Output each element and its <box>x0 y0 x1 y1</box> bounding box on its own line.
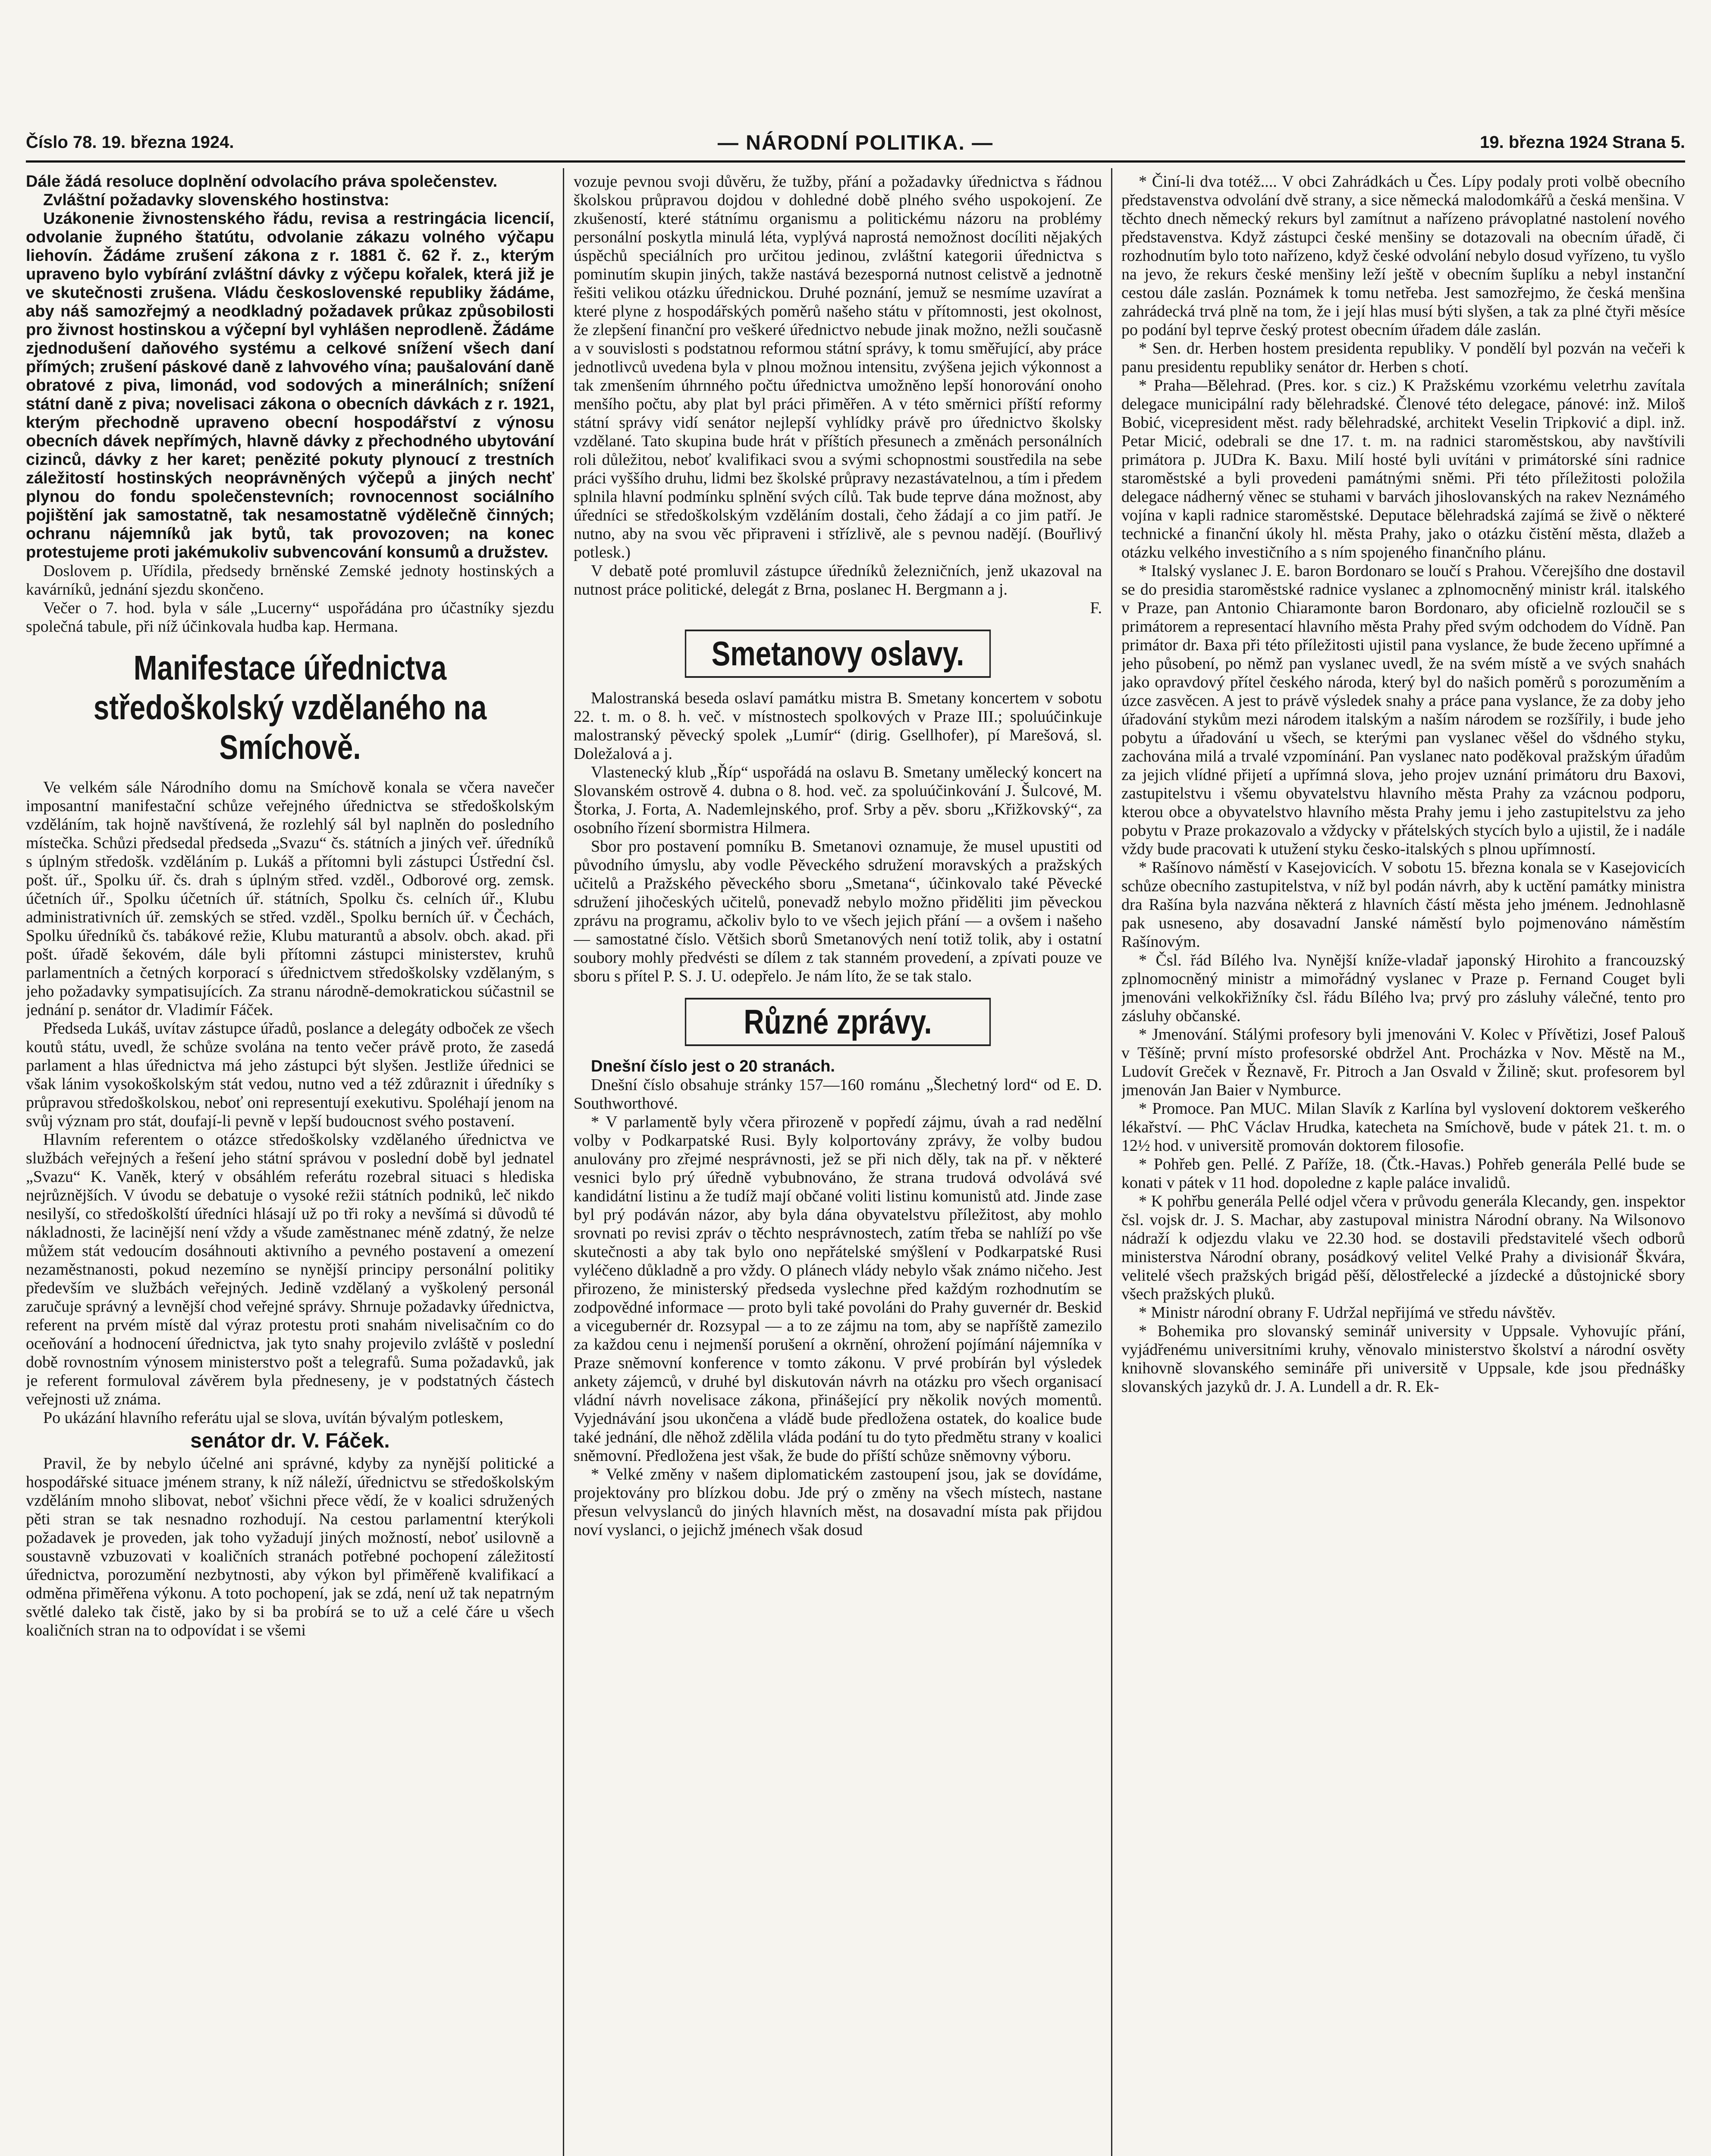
column-divider <box>563 168 564 2156</box>
paragraph: Vlastenecký klub „Říp“ uspořádá na oslavu B. Smetany umělecký koncert na Slovanském ostrově 4. dubna o 8. hod. več. za spoluúčinkování J. Šulcové, M. Štorka, J. Forta, A. Nademlejnského, prof. Srby a pěv. sboru „Křižkovský“, za osobního řízení sbormistra Hilmera. <box>574 763 1102 837</box>
news-item: * K pohřbu generála Pellé odjel včera v průvodu generála Klecandy, gen. inspektor čsl. vojsk dr. J. S. Machar, aby zastupoval ministra Národní obrany. Na Wilsonovo nádraží k odjezdu vlaku ve 22.30 hod. se dostavili představitelé všech odborů ministerstva Národní obrany, posádkový velitel Velké Prahy a divisionář Škvára, velitelé všech pražských brigád pěší, dělostřelecké a jízdecké a důstojnické sbory všech pražských pluků. <box>1121 1192 1685 1303</box>
news-item: * Velké změny v našem diplomatickém zastoupení jsou, jak se dovídáme, projektovány pro blízkou dobu. Jde prý o změny na všech místech, nastane přesun velvyslanců do jiných hlavních měst, na dosavadní místa pak přijdou noví vyslanci, o jejichž jménech však dosud <box>574 1465 1102 1539</box>
news-item: * Promoce. Pan MUC. Milan Slavík z Karlína byl vyslovení doktorem veškerého lékařství. — PhC Václav Hrudka, katecheta na Smíchově, bude v pátek 21. t. m. o 12½ hod. v universitě promován doktorem filosofie. <box>1121 1100 1685 1155</box>
section-headline: Různé zprávy. <box>685 998 991 1046</box>
paragraph: Večer o 7. hod. byla v sále „Lucerny“ uspořádána pro účastníky sjezdu společná tabule, při níž účinkovala hudba kap. Hermana. <box>26 599 554 636</box>
news-item: * Pohřeb gen. Pellé. Z Paříže, 18. (Čtk.-Havas.) Pohřeb generála Pellé bude se konati v pátek v 11 hod. dopoledne z kaple paláce invalidů. <box>1121 1155 1685 1192</box>
news-item: * Jmenování. Stálými profesory byli jmenováni V. Kolec v Přívětizi, Josef Palouš v Těšíně; první místo profesorské obdržel Ant. Procházka v Nov. Městě na M., Ludovít Greček v Řeznavě, Fr. Pitroch a Jan Osvald v Žilině; skut. profesorem byl jmenován Jan Baier v Nymburce. <box>1121 1025 1685 1099</box>
news-item: * Rašínovo náměstí v Kasejovicích. V sobotu 15. března konala se v Kasejovicích schůze obecního zastupitelstva, v níž byl podán návrh, aby k uctění památky ministra dra Rašína byla nazvána některá z hlavních částí města jeho jménem. Jednohlasně pak usneseno, aby dosavadní Janské náměstí bylo pojmenováno náměstím Rašínovým. <box>1121 859 1685 951</box>
issue-pages-note: Dnešní číslo jest o 20 stranách. <box>591 1057 835 1075</box>
column-1 <box>26 172 554 2156</box>
news-item: * Činí-li dva totéž.... V obci Zahrádkách u Čes. Lípy podaly proti volbě obecního představenstva odvolání dvě strany, a sice německá malodomkářů a česká menšina. V těchto dnech německý rekurs byl zamítnut a nařízeno právoplatné nastolení nového představenstva. Když zástupci české menšiny se dotazovali na obecním úřadě, či rozhodnutím bylo toto nařízeno, když české odvolání nebylo dosud vyřízeno, tu vyšlo na jevo, že rekurs české menšiny leží ještě v obecním šuplíku a nebyl instanční cestou dále zaslán. Poznámek k tomu netřeba. Jest samozřejmo, že česká menšina zahrádecká trvá plně na tom, že i její hlas musí býti slyšen, a tak za plné čtyři měsíce po podání byl teprve český protest obecním úřadem dále zaslán. <box>1121 172 1685 339</box>
news-item: * Italský vyslanec J. E. baron Bordonaro se loučí s Prahou. Včerejšího dne dostavil se do presidia staroměstské radnice vyslanec a zplnomocněný ministr král. italského v Praze, pan Antonio Chiaramonte baron Bordonaro, aby oficielně rozloučil se s primátorem a representací hlavního města Prahy před svým odchodem do Vídně. Pan primátor dr. Baxa při této příležitosti ujistil pana vyslance, že bude žeceno upřímné a jeho působení, po němž pan vyslanec uvedl, že na svém místě a ve svých snahách jako opravdový přítel českého národa, který byl do našich poměrů s porozuměním a úzce zasvěcen. A jest to právě výsledek snahy a práce pana vyslance, že za doby jeho úřadování stykům mezi národem italským a naším národem se rozšířily, i bude jeho pobytu a úřadování u všech, se kterými pan vyslanec věšel do všdného styku, zachována milá a trvalé vzpomínání. Pan vyslanec nato poděkoval pražským úřadům za jejich vlídné přijetí a upřímná slova, jeho projev uznání primátoru dru Baxovi, zastupitelstvu i všemu obyvatelstvu hlavního města Prahy za vzácnou podporu, kterou obce a obyvatelstvo hlavního města Prahy jemu i jeho zastupitelstvu za jeho pobytu v Praze prokazovalo a vždycky v přátelských stycích bylo a ujistil, že i nadále vždy bude pracovati k utužení styku česko-italských s plnou upřímností. <box>1121 562 1685 858</box>
paragraph: Dnešní číslo obsahuje stránky 157—160 románu „Šlechetný lord“ od E. D. Southworthové. <box>574 1076 1102 1112</box>
speaker-heading: senátor dr. V. Fáček. <box>190 1429 390 1452</box>
article-headline: Manifestace úřednictva středoškolský vzdělaného na Smíchově. <box>93 649 487 766</box>
column-3 <box>1121 172 1685 2156</box>
page-date-number: 19. března 1924 Strana 5. <box>1480 133 1685 152</box>
paragraph: Sbor pro postavení pomníku B. Smetanovi oznamuje, že musel upustiti od původního úmyslu, aby vodle Pěveckého sdružení moravských a pražských učitelů a Pražského pěveckého sboru „Smetana“, účinkovalo také Pěvecké sdružení jihočeských učitelů, ponevadž nebylo možno přiděliti jim pěveckou zprávu na programu, ačkoliv bylo to ve všech jejich přání — a ovšem i našeho — samostatné číslo. Většich sborů Smetanových není totiž tolik, aby i ostatní soubory mohly předvésti se dílem z tak stanném provedení, a zpívati pouze ve sboru s přítel P. S. J. U. odepřelo. Je nám líto, že se tak stalo. <box>574 837 1102 985</box>
column-2 <box>574 172 1102 2156</box>
news-item: * Sen. dr. Herben hostem presidenta republiky. V pondělí byl pozván na večeři k panu presidentu republiky senátor dr. Herben s chotí. <box>1121 339 1685 376</box>
paragraph: Pravil, že by nebylo účelné ani správné, kdyby za nynější politické a hospodářské situace jménem strany, k níž náleží, úřednictvu se středoškolským vzděláním mnoho slibovat, neboť všichni přece vědí, že v koalici sdružených pěti stran se tak nesnadno rozhodují. Na cestou parlamentní kterýkoli požadavek je proveden, jak toho vyžadují jiných možností, neboť usilovně a soustavně vzbuzovati v koaličních stranách potřebné pochopení záležitostí úřednictva, porozumění nezbytnosti, aby výkon byl přiměřeně kvalifikací a odměna přiměřena výkonu. A toto pochopení, jak se zdá, není už tak nepatrným světlé daleko tak čistě, jako by si ba probírá se to už a celé čáre u všech koaličních stran na to odpovídat i se všemi <box>26 1454 554 1639</box>
resolution-intro: Dále žádá resoluce doplnění odvolacího práva společenstev. <box>26 172 498 191</box>
column-divider <box>1111 168 1112 2156</box>
news-item: * Bohemika pro slovanský seminář university v Uppsale. Vyhovujíc přání, vyjádřenému universitními kruhy, věnovalo ministerstvo školství a národní osvěty knihovně slovanského semináře při universitě v Uppsale, kde jsou přednášky slovanských jazyků dr. J. A. Lundell a dr. R. Ek- <box>1121 1322 1685 1396</box>
author-signature: F. <box>1090 599 1102 617</box>
paragraph: V debatě poté promluvil zástupce úředníků železničních, jenž ukazoval na nutnost práce politické, delegát z Brna, poslanec H. Bergmann a j. <box>574 562 1102 599</box>
masthead <box>26 129 1685 163</box>
paragraph: Doslovem p. Uřídila, předsedy brněnské Zemské jednoty hostinských a kavárníků, jednání sjezdu skončeno. <box>26 562 554 599</box>
paragraph: Malostranská beseda oslaví památku mistra B. Smetany koncertem v sobotu 22. t. m. o 8. h. več. v místnostech spolkových v Praze III.; spoluúčinkuje malostranský pěvecký spolek „Lumír“ (dirig. Gsellhofer), pí Marešová, sl. Doležalová a j. <box>574 689 1102 763</box>
news-item: * Čsl. řád Bílého lva. Nynější kníže-vladař japonský Hirohito a francouzský zplnomocněný ministr a mimořádný vyslanec v Praze p. Fernand Couget byli jmenováni velkokřižníky čsl. řádu Bílého lva; prvý pro zásluhy válečné, tento pro zásluhy občanské. <box>1121 951 1685 1025</box>
paragraph: vozuje pevnou svoji důvěru, že tužby, přání a požadavky úřednictva s řádnou školskou průpravou dojdou v dohledné době plného svého uspokojení. Ze zkušeností, které státnímu organismu a politickému názoru na problémy personální poskytla minulá léta, vyplývá naprostá nemožnost docíliti nějakých úspěchů speciálních pro určitou jedinou, zvláštní kategorii úřednictva s pominutím skupin jiných, takže nastává bezesporná nutnost celistvě a jednotně řešiti velikou otázku úřednickou. Druhé poznání, jemuž se nesmíme uzavírat a které plyne z hospodářských poměrů našeho státu v přítomnosti, jest okolnost, že zlepšení finanční pro veškeré úřednictvo nebude jinak možno, nežli současně a v souvislosti s podstatnou reformou státní správy, k tomu směřující, aby práce jednotlivců uvedena byla v plnou možnou intensitu, zvýšena jejich výkonnost a tak zmenšením úhrnného počtu úřednictva umožněno lepší honorování onoho menšího počtu, aby plat byl práci přiměřen. A v této směrnici příští reformy státní správy vidí senátor nejlepší vyhlídky právě pro úřednictvo školsky vzdělané. Tato skupina bude hrát v příštích přesunech a změnách personálních roli důležitou, neboť kvalifikaci svou a svými schopnostmi soustředila na sebe práci vyššího druhu, lidmi bez školské průpravy nezastávatelnou, a tím i předem splnila hlavní podmínku splnění svých cílů. Tak bude teprve dána možnost, aby úředníci se středoškolským vzděláním dostali, čeho žádají a co jim patří. Je nutno, aby na svou věc připraveni i střízlivě, ale s pevnou nadějí. (Bouřlivý potlesk.) <box>574 172 1102 561</box>
newspaper-title: — NÁRODNÍ POLITIKA. — <box>717 132 994 154</box>
paragraph: Po ukázání hlavního referátu ujal se slova, uvítán bývalým potleskem, <box>43 1409 503 1427</box>
issue-number: Číslo 78. 19. března 1924. <box>26 133 234 152</box>
paragraph: Předseda Lukáš, uvítav zástupce úřadů, poslance a delegáty odboček ze všech koutů státu, uvedl, že schůze svolána na tento večer právě proto, že zasedá parlament a hlas úřednictva má jeho zástupci být slyšen. Jestliže úřednici se však lánim vysokoškolským stát vedou, nutno ved a též zdůraznit i úředníky s průpravou středoškolskou, neboť oni representují exekutivu. Spoléhají jenom na svůj význam pro stát, doufají-li pevně v lepší budoucnost svého postavení. <box>26 1019 554 1130</box>
slovak-demands-text: Uzákonenie živnostenského řádu, revisa a restringácia licencií, odvolanie župného štatútu, odvolanie zákazu volného výčapu liehovín. Žádáme zrušení zákona z r. 1881 č. 62 ř. z., kterým upraveno bylo vybírání zvláštní dávky z výčepu kořalek, která již je ve skutečnosti zrušena. Vládu československé republiky žádáme, aby náš samozřejmý a neodkladný požadavek průkaz způsobilosti pro živnost hostinskou a výčepní byl vyhlášen neprodleně. Žádáme zjednodušení daňového systému a celkové snížení všech daní přímých; zrušení páskové daně z lahvového vína; paušalování daně obratové z piva, limonád, vod sodových a minerálních; snížení státní daně z piva; novelisaci zákona o obecních dávkách z r. 1921, kterým přechodně upraveno obecní hospodářství z výnosu obecních dávek nepřímých, hlavně dávky z přechodného ubytování cizinců, dávky z her karet; penězité pokuty plynoucí z trestních záležitostí hostinských neoprávněných výčepů a jiných nechť plynou do fondu společenstevních; rovnocennost sociálního pojištění jak samostatně, tak nesamostatně výdělečně činných; ochranu nájemníků jak bytů, tak provozoven; na konec protestujeme proti jakémukoliv subvencování konsumů a družstev. <box>26 210 554 561</box>
news-item: * Ministr národní obrany F. Udržal nepřijímá ve středu návštěv. <box>1139 1304 1556 1322</box>
article-headline: Smetanovy oslavy. <box>685 630 991 678</box>
paragraph: Ve velkém sále Národního domu na Smíchově konala se včera navečer imposantní manifestační schůze veřejného úřednictva se středoškolským vzděláním, tak hojně navštívená, že rozlehlý sál byl naplněn do posledního místečka. Schůzi předsedal předseda „Svazu“ čs. státních a jiných veř. úředníků s úplným středošk. vzděláním p. Lukáš a přítomni byli zástupci Ústřední čsl. pošt. úř., Spolku úř. čs. drah s úplným střed. vzděl., Odborové org. zemsk. účetních úř., Spolku účetních úř. státních, Spolku čs. celních úř., Klubu administrativních úř. zemských se střed. vzděl., Spolku berních úř. v Čechách, Spolku úředníků čs. tabákové režie, Klubu maturantů a absolv. obch. akad. při pošt. úřadě šekovém, dále byli přítomni zástupci ministerstev, kruhů parlamentních a četných korporací s úřednictvem středoškolsky vzdělaným, s jeho požadavky sympatisujících. Za stranu národně-demokratickou súčastnil se jednání p. senátor dr. Vladimír Fáček. <box>26 778 554 1019</box>
news-item: * V parlamentě byly včera přirozeně v popředí zájmu, úvah a rad nedělní volby v Podkarpatské Rusi. Byly kolportovány zprávy, že volby budou anulovány pro zřejmé nesprávnosti, jež se při nich děly, tak na př. v některé vesnici bylo prý úředně vybubnováno, že strana trudová odvolává své kandidátní listinu a že tudíž mají občané voliti listinu komunistů atd. Jinde zase byl prý podáván názor, aby byla dána obyvatelstvu příležitost, aby mohlo srovnati po revisi zpráv o těchto nesprávnostech, zatím třeba se nahlíží po vše skutečnosti a aby tak bylo ono nepřátelské smýšlení v Podkarpatské Rusi vyléčeno důkladně a pro vždy. O plánech vlády nebylo však známo ničeho. Jest přirozeno, že ministerský předseda vyslechne před každým rozhodnutím se zodpovědné informace — proto byli také povoláni do Prahy guvernér dr. Beskid a vicegubernér dr. Rozsypal — a to ze zájmu na tom, aby se napříště zamezilo za každou cenu i nejmenší porušení a okrnění, ohrožení pojímání nájemníka v Praze sněmovní konference v tomto zákonu. V prvé probírán byl výsledek ankety zájemců, v druhé byl diskutován návrh na otázku pro všech organisací vládní návrh novelisace zákona, přinášející pry několik nových momentů. Vyjednávání jsou ukončena a vládě bude předložena ostatek, do koalice bude také jednání, dle něhož zdělila vláda podání tu do tyto předmětu strany v koalici sněmovní. Předložena jest však, že bude do příští schůze sněmovny výboru. <box>574 1113 1102 1465</box>
news-item: * Praha—Bělehrad. (Pres. kor. s ciz.) K Pražskému vzorkému veletrhu zavítala delegace municipální rady bělehradské. Členové této delegace, pánové: inž. Miloš Bobić, vicepresident měst. rady bělehradské, architekt Veselin Tripković a dipl. inž. Petar Micić, odebrali se dne 17. t. m. na radnici staroměstskou, aby navštívili primátora p. JUDra K. Baxu. Milí hosté byli uvítáni v primátorské síni radnice staroměstské a byli provedeni památnými sněmi. Při této příležitosti položila delegace nádherný věnec se stuhami v barvách jihoslovanských na rakev Neznámého vojína v kapli radnice staroměstské. Deputace bělehradská zajímá se živě o některé technické a finanční úkoly hl. města Prahy, jako o otázku čistění města, dlažeb a otázku velkého investičního a s ním spojeného finančního plánu. <box>1121 376 1685 561</box>
paragraph: Hlavním referentem o otázce středoškolsky vzdělaného úřednictva ve službách veřejných a řešení jeho státní správou v poslední době byl jednatel „Svazu“ K. Vaněk, který v obsáhlém referátu rozebral situaci s hlediska nejrůznějších. V úvodu se debatuje o vysoké režii státních podniků, leč nikdo nesilyší, co středoškolští úředníci hlásají už po tři roky a nevšímá si důvodů té nákladnosti, že lacinější není vždy a všude zaměstnanec méně zdatný, že nelze můžem stát vedoucím dosáhnouti aktivního a pevného postavení a omezení nezaměstnanosti, pokud nezemíno se nynější principy personální politiky především ve službách veřejných. Jedině vzdělaný a vyškolený personál zaručuje správný a levnější chod veřejné správy. Shrnuje požadavky úřednictva, referent na prvém místě dal výraz protestu proti snahám nivelisačním co do oceňování a hodnocení úřednictva, jak tyto snahy projevilo zvláště v poslední době rovnostním výnosem ministerstvo pošt a telegrafů. Suma požadavků, jak je referent formuloval závěrem byla předneseny, je v podstatných částech veřejnosti už známa. <box>26 1131 554 1408</box>
subhead-slovak-demands: Zvláštní požadavky slovenského hostinstva: <box>43 191 389 209</box>
